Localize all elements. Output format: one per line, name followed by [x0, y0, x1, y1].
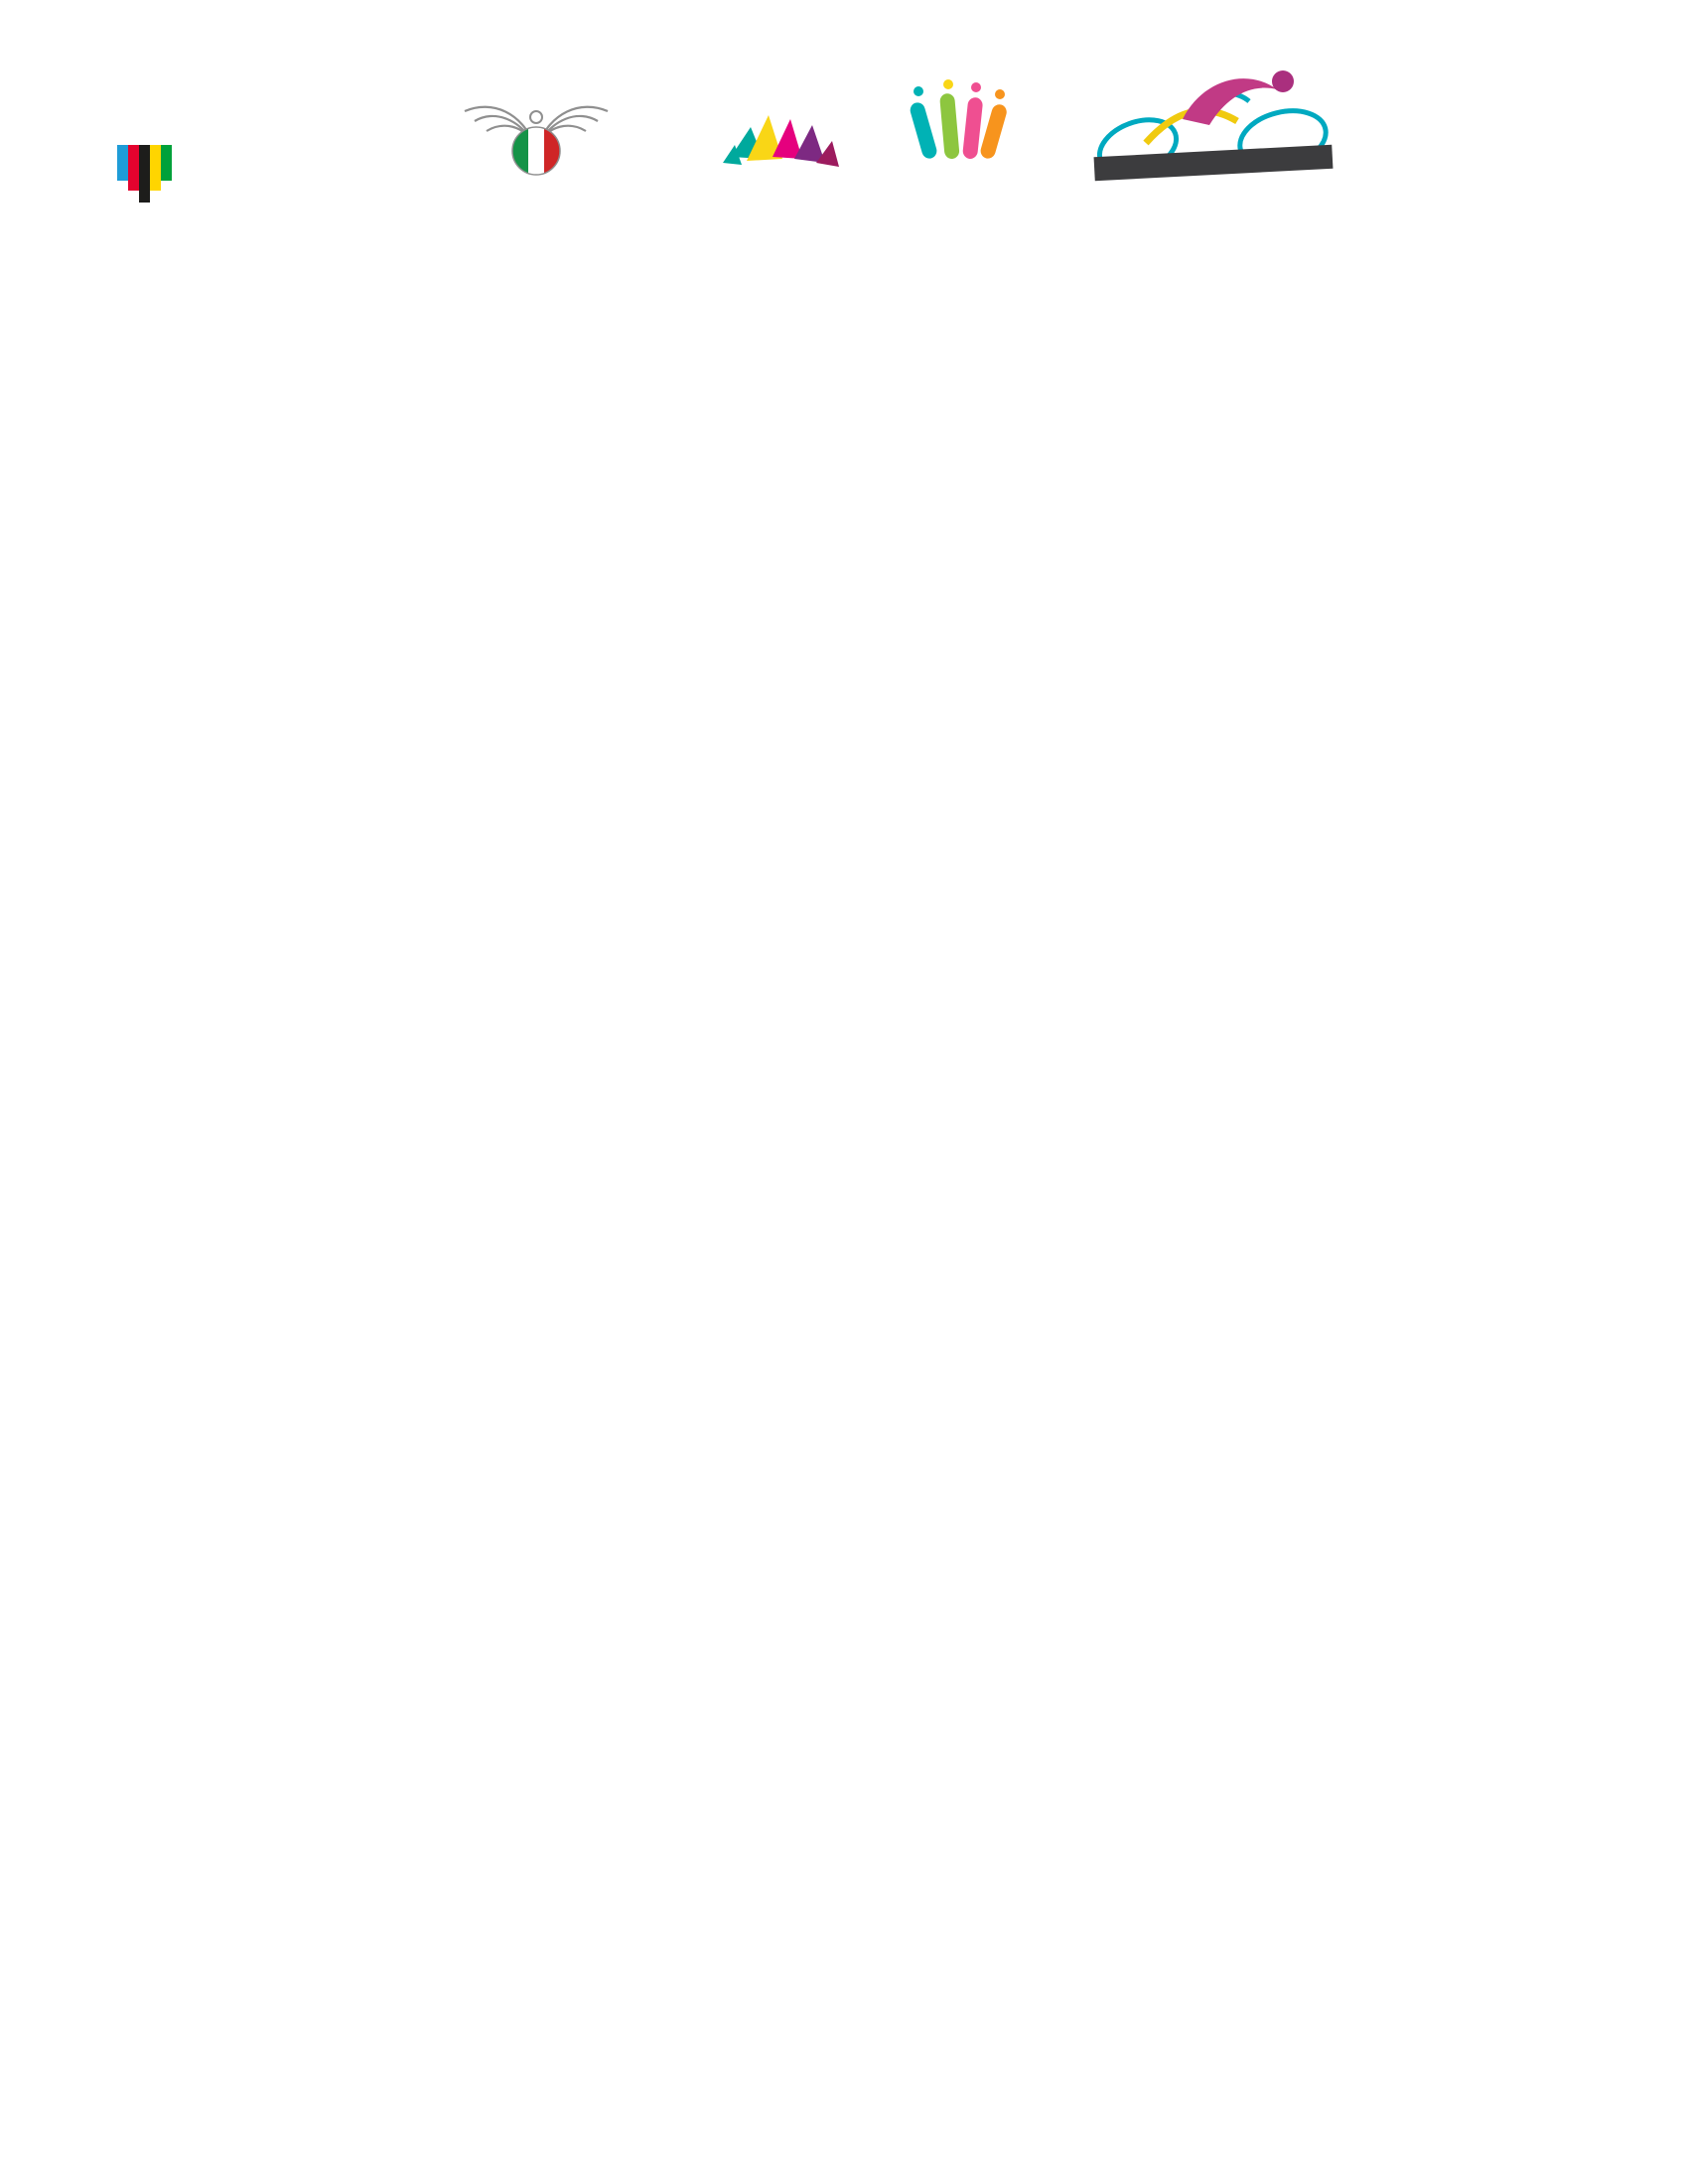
- cecufid-logo: [887, 79, 1036, 173]
- michoacan-crown-icon: [679, 111, 878, 171]
- uci-flag-icon: [117, 145, 172, 203]
- uci-logo: [117, 145, 190, 203]
- fmc-logo: [447, 89, 626, 208]
- fmc-eagle-icon: [447, 89, 626, 204]
- cyclist-icon: [1088, 64, 1338, 185]
- vuelta-logo: [1088, 64, 1338, 192]
- cecufid-figures-icon: [897, 79, 1026, 164]
- michoacan-logo: [679, 111, 878, 178]
